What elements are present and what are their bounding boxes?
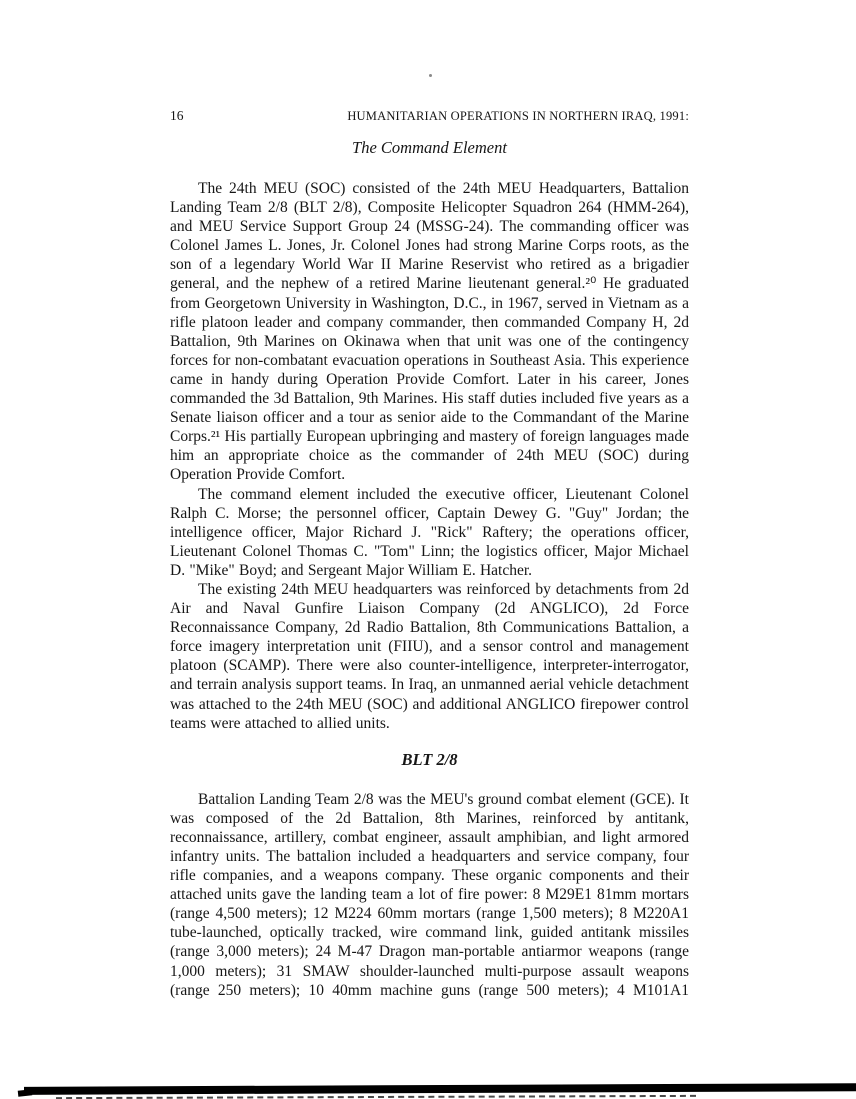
paragraph-command-element-2: The command element included the executive officer, Lieutenant Colonel Ralph C. Morse; the personnel officer, Captain Dewey G. "Guy" Jordan; the intelligence officer, Major Richard J. "Rick" Raftery; the operations officer, Lieutenant Colonel Thomas C. "Tom" Linn; the logistics officer, Major Michael D. "Mike" Boyd; and Sergeant Major William E. Hatcher.: [170, 485, 689, 579]
scan-dashes-artifact: [56, 1095, 696, 1099]
paragraph-command-element-1: The 24th MEU (SOC) consisted of the 24th MEU Headquarters, Battalion Landing Team 2/8 (BLT 2/8), Composite Helicopter Squadron 264 (HMM-264), and MEU Service Support Group 24 (MSSG-24). The commanding officer was Colonel James L. Jones, Jr. Colonel Jones had strong Marine Corps roots, as the son of a legendary World War II Marine Reservist who retired as a brigadier general, and the nephew of a retired Marine lieutenant general.²⁰ He graduated from Georgetown University in Washington, D.C., in 1967, served in Vietnam as a rifle platoon leader and company commander, then commanded Company H, 2d Battalion, 9th Marines on Okinawa when that unit was one of the contingency forces for non-combatant evacuation operations in Southeast Asia. This experience came in handy during Operation Provide Comfort. Later in his career, Jones commanded the 3d Battalion, 9th Marines. His staff duties included five years as a Senate liaison officer and a tour as senior aide to the Commandant of the Marine Corps.²¹ His partially European upbringing and mastery of foreign languages made him an appropriate choice as the commander of 24th MEU (SOC) during Operation Provide Comfort.: [170, 180, 689, 484]
scan-speck-artifact: [429, 74, 432, 77]
section-heading-command-element: The Command Element: [352, 138, 507, 157]
text-block: [170, 108, 689, 1000]
page-number: 16: [170, 108, 184, 123]
section-heading-blt-2-8: BLT 2/8: [401, 749, 458, 769]
paragraph-command-element-3: The existing 24th MEU headquarters was reinforced by detachments from 2d Air and Naval Gunfire Liaison Company (2d ANGLICO), 2d Force Reconnaissance Company, 2d Radio Battalion, 8th Communications Battalion, a force imagery interpretation unit (FIIU), and a sensor control and management platoon (SCAMP). There were also counter-intelligence, interpreter-interrogator, and terrain analysis support teams. In Iraq, an unmanned aerial vehicle detachment was attached to the 24th MEU (SOC) and additional ANGLICO firepower control teams were attached to allied units.: [170, 580, 689, 732]
page-header: [170, 108, 689, 124]
paragraph-blt-2-8-1: Battalion Landing Team 2/8 was the MEU's ground combat element (GCE). It was composed of the 2d Battalion, 8th Marines, reinforced by antitank, reconnaissance, artillery, combat engineer, assault amphibian, and light armored infantry units. The battalion included a headquarters and service company, four rifle companies, and a weapons company. These organic components and their attached units gave the landing team a lot of fire power: 8 M29E1 81mm mortars (range 4,500 meters); 12 M224 60mm mortars (range 1,500 meters); 8 M220A1 tube-launched, optically tracked, wire command link, guided antitank missiles (range 3,000 meters); 24 M-47 Dragon man-portable antiarmor weapons (range 1,000 meters); 31 SMAW shoulder-launched multi-purpose assault weapons (range 250 meters); 10 40mm machine guns (range 500 meters); 4 M101A1: [170, 790, 689, 999]
running-header: HUMANITARIAN OPERATIONS IN NORTHERN IRAQ, 1991:: [347, 109, 689, 123]
scan-bar-artifact: [24, 1083, 856, 1095]
